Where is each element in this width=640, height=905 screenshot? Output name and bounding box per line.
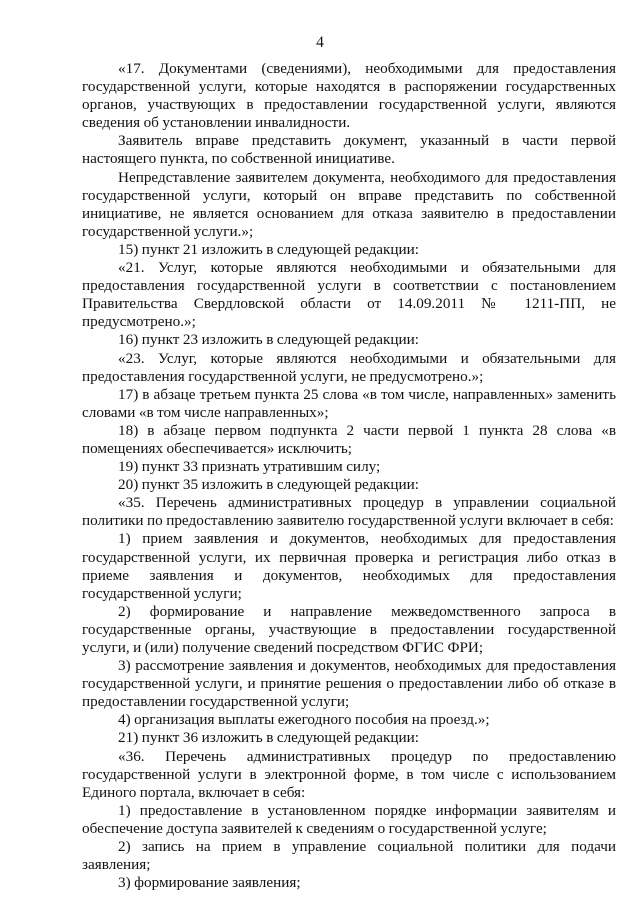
paragraph-17-documents: «17. Документами (сведениями), необходимыми для предоставления государственной услуги, которые находятся в распоряжении государственных органов, участвующих в предоставлении государственной услуги, являются сведения об установлении инвалидности. (82, 60, 616, 132)
electronic-item-1: 1) предоставление в установленном порядке информации заявителям и обеспечение доступа заявителей к сведениям о государственной услуге; (82, 801, 616, 837)
amendment-20: 20) пункт 35 изложить в следующей редакции: (118, 476, 420, 494)
page-number: 4 (316, 34, 324, 51)
paragraph-applicant-right: Заявитель вправе представить документ, указанный в части первой настоящего пункта, по собственной инициативе. (82, 132, 616, 168)
amendment-15: 15) пункт 21 изложить в следующей редакции: (118, 240, 420, 258)
amendment-18: 18) в абзаце первом подпункта 2 части первой 1 пункта 28 слова «в помещениях обеспечивается» исключить; (82, 421, 616, 457)
procedure-item-1: 1) прием заявления и документов, необходимых для предоставления государственной услуги, их первичная проверка и регистрация либо отказ в приеме заявления и документов, необходимых для предоставления государственной услуги; (82, 530, 616, 602)
electronic-item-3: 3) формирование заявления; (118, 874, 301, 892)
electronic-item-2: 2) запись на прием в управление социальной политики для подачи заявления; (82, 838, 616, 874)
amendment-16: 16) пункт 23 изложить в следующей редакции: (118, 331, 420, 349)
procedure-item-2: 2) формирование и направление межведомственного запроса в государственные органы, участвующие в предоставлении государственной услуги, и (или) получение сведений посредством ФГИС ФРИ; (82, 602, 616, 656)
amendment-21: 21) пункт 36 изложить в следующей редакции: (118, 729, 420, 747)
paragraph-non-submission: Непредставление заявителем документа, необходимого для предоставления государственной услуги, который он вправе представить по собственной инициативе, не является основанием для отказа заявителю в предоставлении государственной услуги.»; (82, 168, 616, 240)
amendment-19: 19) пункт 33 признать утратившим силу; (118, 458, 381, 476)
amendment-17: 17) в абзаце третьем пункта 25 слова «в том числе, направленных» заменить словами «в том числе направленных»; (82, 385, 616, 421)
document-body (82, 60, 616, 892)
paragraph-23-text: «23. Услуг, которые являются необходимыми и обязательными для предоставления государственной услуги, не предусмотрено.»; (82, 349, 616, 385)
procedure-item-3: 3) рассмотрение заявления и документов, необходимых для предоставления государственной услуги, и принятие решения о предоставлении либо об отказе в предоставлении государственной услуги; (82, 657, 616, 711)
paragraph-35-text: «35. Перечень административных процедур в управлении социальной политики по предоставлению заявителю государственной услуги включает в себя: (82, 494, 616, 530)
paragraph-36-text: «36. Перечень административных процедур по предоставлению государственной услуги в электронной форме, в том числе с использованием Единого портала, включает в себя: (82, 747, 616, 801)
paragraph-21-text: «21. Услуг, которые являются необходимыми и обязательными для предоставления государственной услуги в соответствии с постановлением Правительства Свердловской области от 14.09.2011 № 1211-ПП, не предусмотрено.»; (82, 259, 616, 331)
procedure-item-4: 4) организация выплаты ежегодного пособия на проезд.»; (118, 711, 490, 729)
